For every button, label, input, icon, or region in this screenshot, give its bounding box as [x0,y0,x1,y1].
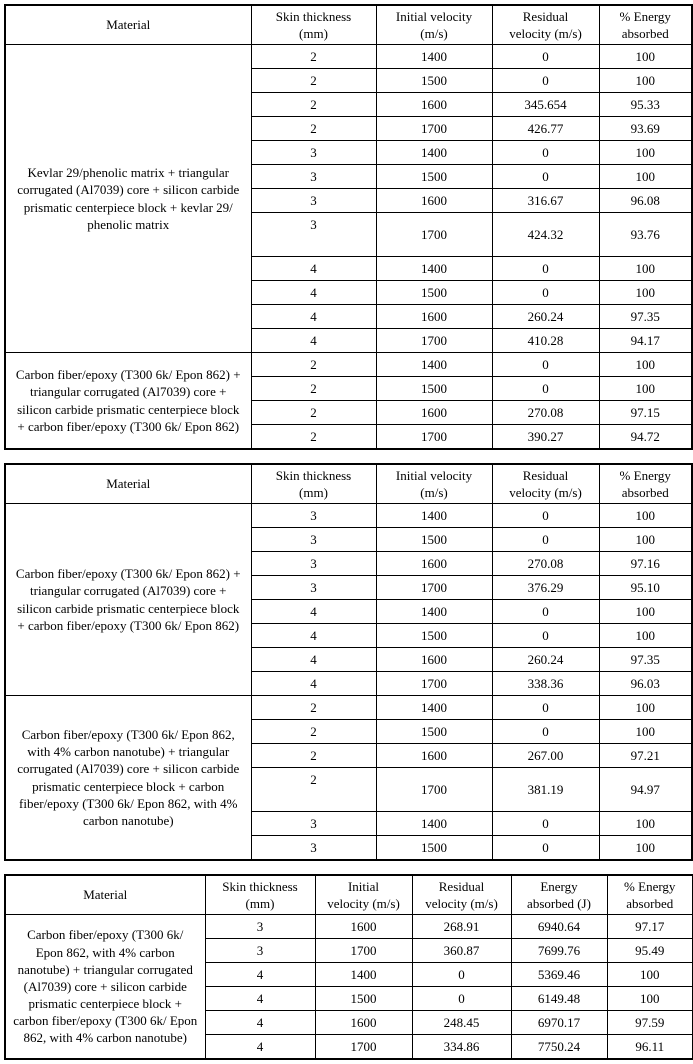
table-2-body [5,504,692,861]
data-cell: 94.72 [599,425,692,450]
table-row [5,915,693,939]
data-cell: 100 [599,836,692,861]
data-cell: 100 [599,720,692,744]
data-cell: 1500 [376,69,492,93]
data-cell: 100 [607,963,693,987]
skin-thickness-cell: 2 [251,377,376,401]
data-cell: 1500 [376,720,492,744]
skin-thickness-cell: 3 [205,939,315,963]
data-cell: 1700 [315,939,412,963]
data-cell: 100 [599,624,692,648]
header-cell: Material [5,464,251,504]
skin-thickness-cell: 2 [251,45,376,69]
data-cell: 6149.48 [511,987,607,1011]
table-row [5,353,692,377]
data-cell: 100 [599,353,692,377]
data-cell: 267.00 [492,744,599,768]
table-row [5,45,692,69]
skin-thickness-cell: 4 [251,600,376,624]
data-cell: 424.32 [492,213,599,257]
data-cell: 100 [599,528,692,552]
data-cell: 1600 [315,1011,412,1035]
data-cell: 0 [412,963,511,987]
header-cell: Skin thickness (mm) [251,464,376,504]
skin-thickness-cell: 3 [251,141,376,165]
data-cell: 1400 [376,353,492,377]
skin-thickness-cell: 2 [251,401,376,425]
data-cell: 0 [492,624,599,648]
data-cell: 1500 [376,377,492,401]
data-cell: 93.76 [599,213,692,257]
skin-thickness-cell: 3 [251,576,376,600]
data-cell: 100 [599,812,692,836]
skin-thickness-cell: 4 [251,257,376,281]
header-cell: Residual velocity (m/s) [492,5,599,45]
skin-thickness-cell: 3 [251,189,376,213]
table-1 [4,4,693,450]
skin-thickness-cell: 4 [251,672,376,696]
data-cell: 1600 [315,915,412,939]
header-cell: Skin thickness (mm) [205,875,315,915]
skin-thickness-cell: 3 [251,165,376,189]
data-cell: 426.77 [492,117,599,141]
data-cell: 381.19 [492,768,599,812]
data-cell: 94.97 [599,768,692,812]
data-cell: 97.16 [599,552,692,576]
material-cell: Kevlar 29/phenolic matrix + triangular corrugated (Al7039) core + silicon carbide prismatic centerpiece block + kevlar 29/ phenolic matrix [5,45,251,353]
header-cell: % Energy absorbed [607,875,693,915]
data-cell: 316.67 [492,189,599,213]
data-cell: 97.17 [607,915,693,939]
table-row [5,696,692,720]
data-cell: 1700 [376,213,492,257]
table-row [5,504,692,528]
data-cell: 1400 [376,45,492,69]
table-3-header [5,875,693,915]
data-cell: 360.87 [412,939,511,963]
data-cell: 1600 [376,305,492,329]
data-cell: 100 [599,165,692,189]
data-cell: 270.08 [492,401,599,425]
data-cell: 94.17 [599,329,692,353]
skin-thickness-cell: 4 [251,281,376,305]
skin-thickness-cell: 3 [251,213,376,257]
data-cell: 97.35 [599,305,692,329]
skin-thickness-cell: 3 [251,812,376,836]
data-cell: 96.11 [607,1035,693,1060]
skin-thickness-cell: 3 [205,915,315,939]
data-cell: 0 [492,696,599,720]
data-cell: 1400 [376,257,492,281]
data-cell: 1700 [315,1035,412,1060]
data-cell: 0 [492,257,599,281]
data-cell: 95.49 [607,939,693,963]
table-3-body [5,915,693,1060]
data-cell: 1600 [376,189,492,213]
skin-thickness-cell: 2 [251,69,376,93]
data-cell: 1600 [376,552,492,576]
data-cell: 1500 [376,528,492,552]
material-cell: Carbon fiber/epoxy (T300 6k/ Epon 862) + triangular corrugated (Al7039) core + silicon carbide prismatic centerpiece block + carbon fiber/epoxy (T300 6k/ Epon 862) [5,353,251,450]
skin-thickness-cell: 3 [251,836,376,861]
data-cell: 260.24 [492,305,599,329]
header-row [5,5,692,45]
header-row [5,464,692,504]
data-cell: 93.69 [599,117,692,141]
data-cell: 0 [412,987,511,1011]
data-cell: 1400 [376,696,492,720]
table-2 [4,463,693,861]
header-cell: Residual velocity (m/s) [412,875,511,915]
skin-thickness-cell: 4 [205,1011,315,1035]
skin-thickness-cell: 2 [251,744,376,768]
data-cell: 1400 [315,963,412,987]
data-cell: 390.27 [492,425,599,450]
skin-thickness-cell: 2 [251,696,376,720]
data-cell: 100 [599,696,692,720]
data-cell: 0 [492,377,599,401]
table-2-header [5,464,692,504]
data-cell: 0 [492,281,599,305]
data-cell: 100 [599,504,692,528]
data-cell: 0 [492,69,599,93]
header-cell: Residual velocity (m/s) [492,464,599,504]
data-cell: 100 [599,69,692,93]
skin-thickness-cell: 2 [251,93,376,117]
data-cell: 376.29 [492,576,599,600]
data-cell: 345.654 [492,93,599,117]
data-cell: 0 [492,353,599,377]
data-cell: 1600 [376,401,492,425]
data-cell: 1400 [376,600,492,624]
data-cell: 100 [599,141,692,165]
data-cell: 100 [599,600,692,624]
data-cell: 1700 [376,425,492,450]
material-cell: Carbon fiber/epoxy (T300 6k/ Epon 862, with 4% carbon nanotube) + triangular corrugated (Al7039) core + silicon carbide prismatic centerpiece block + carbon fiber/epoxy (T300 6k/ Epon 862, with 4% carbon nanotube) [5,696,251,861]
data-cell: 270.08 [492,552,599,576]
skin-thickness-cell: 3 [251,528,376,552]
data-cell: 1500 [376,836,492,861]
data-cell: 100 [599,45,692,69]
data-cell: 96.08 [599,189,692,213]
skin-thickness-cell: 4 [205,987,315,1011]
data-cell: 338.36 [492,672,599,696]
data-cell: 1600 [376,744,492,768]
data-cell: 0 [492,504,599,528]
header-cell: % Energy absorbed [599,464,692,504]
data-cell: 260.24 [492,648,599,672]
data-cell: 334.86 [412,1035,511,1060]
header-cell: % Energy absorbed [599,5,692,45]
data-cell: 100 [599,281,692,305]
data-cell: 97.35 [599,648,692,672]
data-cell: 1700 [376,768,492,812]
data-cell: 7699.76 [511,939,607,963]
data-cell: 1400 [376,812,492,836]
skin-thickness-cell: 4 [205,963,315,987]
table-3 [4,874,693,1060]
data-cell: 6970.17 [511,1011,607,1035]
skin-thickness-cell: 2 [251,768,376,812]
data-cell: 0 [492,528,599,552]
data-cell: 1600 [376,648,492,672]
data-cell: 1500 [376,281,492,305]
data-cell: 6940.64 [511,915,607,939]
data-cell: 100 [599,377,692,401]
header-cell: Initial velocity (m/s) [315,875,412,915]
data-cell: 95.33 [599,93,692,117]
data-cell: 1600 [376,93,492,117]
data-cell: 1700 [376,672,492,696]
data-cell: 0 [492,600,599,624]
data-cell: 5369.46 [511,963,607,987]
header-cell: Skin thickness (mm) [251,5,376,45]
data-cell: 0 [492,45,599,69]
header-cell: Energy absorbed (J) [511,875,607,915]
skin-thickness-cell: 2 [251,353,376,377]
data-cell: 95.10 [599,576,692,600]
data-cell: 97.15 [599,401,692,425]
data-cell: 268.91 [412,915,511,939]
header-row [5,875,693,915]
data-cell: 0 [492,165,599,189]
skin-thickness-cell: 2 [251,425,376,450]
skin-thickness-cell: 3 [251,552,376,576]
skin-thickness-cell: 2 [251,720,376,744]
data-cell: 100 [599,257,692,281]
header-cell: Material [5,875,205,915]
data-cell: 0 [492,836,599,861]
data-cell: 0 [492,812,599,836]
skin-thickness-cell: 2 [251,117,376,141]
data-cell: 1700 [376,117,492,141]
table-1-body [5,45,692,450]
data-cell: 97.59 [607,1011,693,1035]
data-cell: 1500 [376,624,492,648]
data-cell: 0 [492,720,599,744]
data-cell: 1500 [315,987,412,1011]
data-cell: 1500 [376,165,492,189]
data-cell: 97.21 [599,744,692,768]
skin-thickness-cell: 3 [251,504,376,528]
data-cell: 0 [492,141,599,165]
skin-thickness-cell: 4 [205,1035,315,1060]
data-cell: 1700 [376,329,492,353]
material-cell: Carbon fiber/epoxy (T300 6k/ Epon 862) + triangular corrugated (Al7039) core + silicon carbide prismatic centerpiece block + carbon fiber/epoxy (T300 6k/ Epon 862) [5,504,251,696]
skin-thickness-cell: 4 [251,648,376,672]
table-1-header [5,5,692,45]
header-cell: Initial velocity (m/s) [376,464,492,504]
data-cell: 248.45 [412,1011,511,1035]
skin-thickness-cell: 4 [251,624,376,648]
header-cell: Material [5,5,251,45]
header-cell: Initial velocity (m/s) [376,5,492,45]
data-cell: 410.28 [492,329,599,353]
data-cell: 96.03 [599,672,692,696]
skin-thickness-cell: 4 [251,329,376,353]
data-cell: 1700 [376,576,492,600]
material-cell: Carbon fiber/epoxy (T300 6k/ Epon 862, with 4% carbon nanotube) + triangular corrugated (Al7039) core + silicon carbide prismatic centerpiece block + carbon fiber/epoxy (T300 6k/ Epon 862, with 4% carbon nanotube) [5,915,205,1060]
skin-thickness-cell: 4 [251,305,376,329]
data-cell: 1400 [376,141,492,165]
data-cell: 7750.24 [511,1035,607,1060]
data-cell: 1400 [376,504,492,528]
data-cell: 100 [607,987,693,1011]
